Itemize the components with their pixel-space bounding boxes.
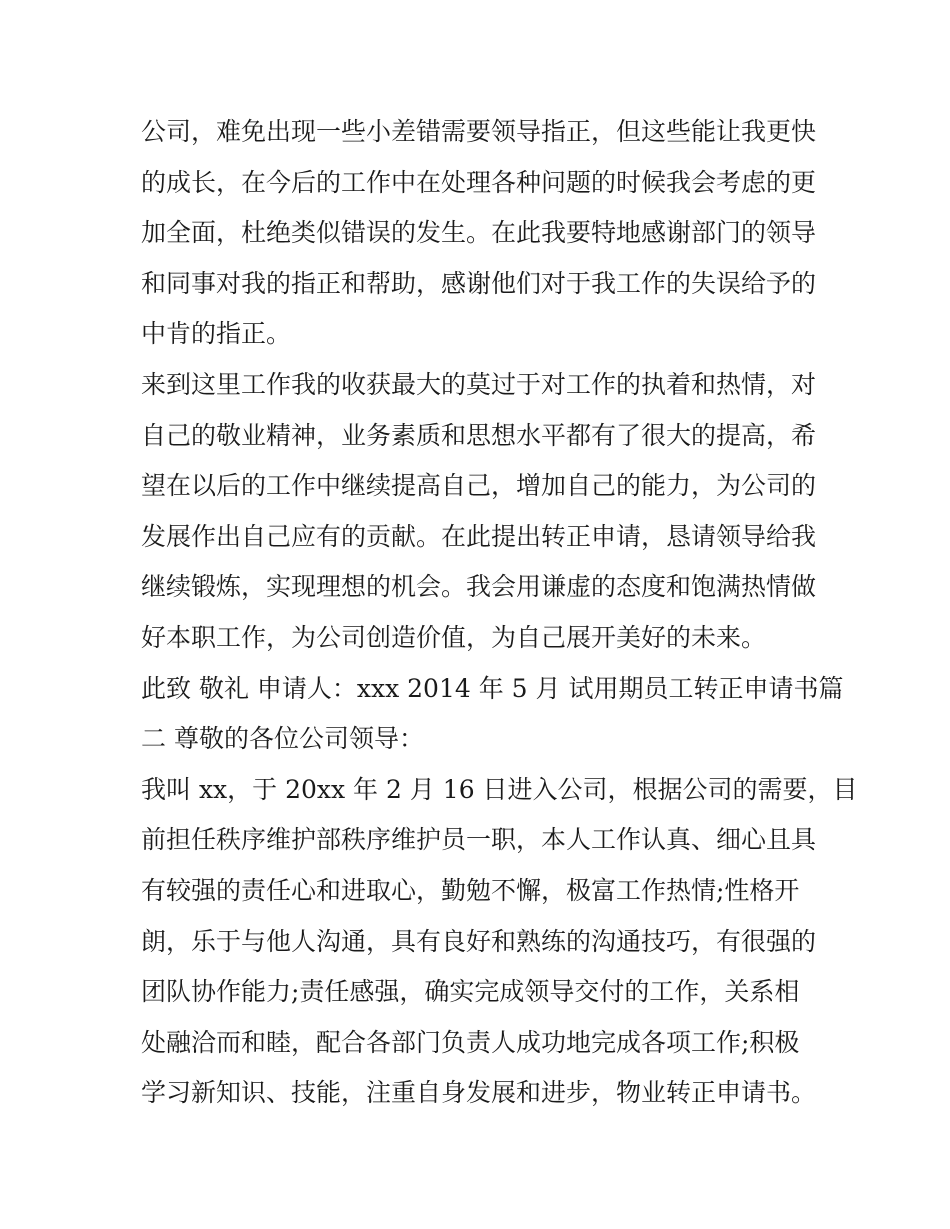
text-line-14: 我叫 xx，于 20xx 年 2 月 16 日进入公司，根据公司的需要，目 (141, 774, 858, 804)
body-text (141, 107, 858, 1119)
text-line-1: 公司，难免出现一些小差错需要领导指正，但这些能让我更快 (141, 117, 817, 146)
text-line-16: 有较强的责任心和进取心，勤勉不懈，极富工作热情;性格开 (141, 875, 800, 905)
text-line-10: 继续锻炼，实现理想的机会。我会用谦虚的态度和饱满热情做 (141, 572, 817, 602)
text-line-3: 加全面，杜绝类似错误的发生。在此我要特地感谢部门的领导 (141, 218, 817, 248)
text-line-11: 好本职工作，为公司创造价值，为自己展开美好的未来。 (141, 622, 767, 652)
text-line-2: 的成长，在今后的工作中在处理各种问题的时候我会考虑的更 (141, 167, 817, 197)
text-line-8: 望在以后的工作中继续提高自己，增加自己的能力，为公司的 (141, 471, 817, 501)
text-line-4: 和同事对我的指正和帮助，感谢他们对于我工作的失误给予的 (141, 268, 817, 298)
text-line-5: 中肯的指正。 (141, 319, 292, 349)
text-line-9: 发展作出自己应有的贡献。在此提出转正申请，恳请领导给我 (141, 521, 817, 551)
text-line-7: 自己的敬业精神，业务素质和思想水平都有了很大的提高，希 (141, 420, 817, 450)
text-line-17: 朗，乐于与他人沟通，具有良好和熟练的沟通技巧，有很强的 (141, 926, 817, 956)
text-line-6: 来到这里工作我的收获最大的莫过于对工作的执着和热情，对 (141, 369, 817, 399)
text-line-15: 前担任秩序维护部秩序维护员一职，本人工作认真、细心且具 (141, 825, 817, 855)
text-line-12: 此致 敬礼 申请人：xxx 2014 年 5 月 试用期员工转正申请书篇 (141, 673, 844, 703)
text-line-20: 学习新知识、技能，注重自身发展和进步，物业转正申请书。 (141, 1078, 817, 1108)
text-line-13: 二 尊敬的各位公司领导： (141, 724, 424, 754)
text-line-19: 处融洽而和睦，配合各部门负责人成功地完成各项工作;积极 (141, 1027, 800, 1057)
text-line-18: 团队协作能力;责任感强，确实完成领导交付的工作，关系相 (141, 977, 800, 1007)
